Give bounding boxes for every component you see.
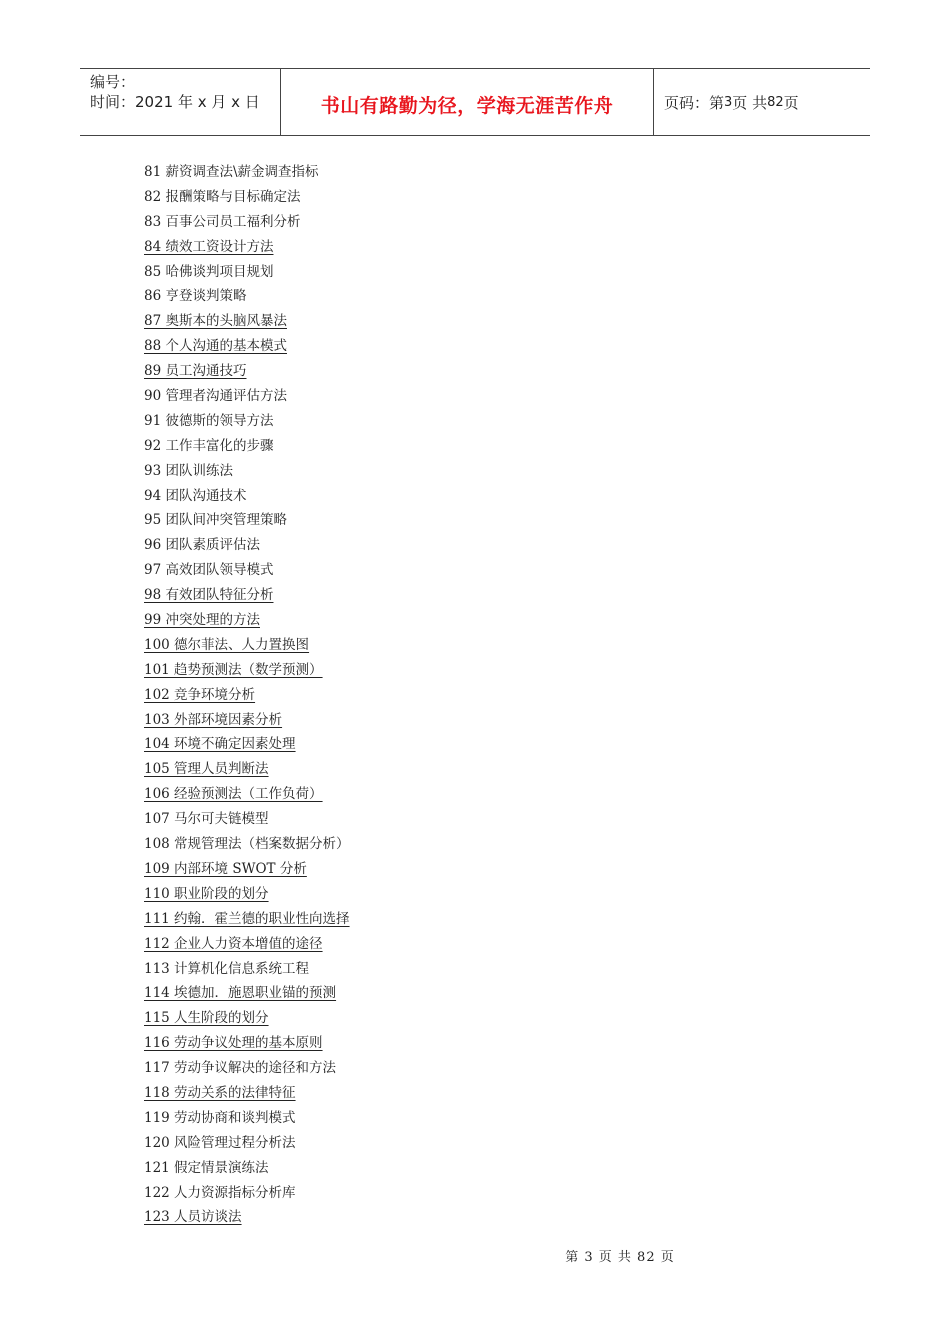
list-item[interactable] [144,1205,744,1230]
list-item [144,185,744,210]
list-item [144,1131,744,1156]
header-motto: 书山有路勤为径，学海无涯苦作舟 [281,69,654,135]
list-item [144,384,744,409]
list-item[interactable] [144,1081,744,1106]
list-item-text: 108 常规管理法（档案数据分析） [144,836,350,853]
header-page-info [654,69,870,135]
page-prefix: 页码：第 [664,93,725,112]
list-item [144,1181,744,1206]
list-item[interactable] [144,782,744,807]
page-total: 82 [767,94,784,110]
list-item[interactable] [144,1031,744,1056]
list-item-text: 96 团队素质评估法 [144,537,260,554]
list-item-link[interactable]: 89 员工沟通技巧 [144,363,247,380]
page-mid: 页 共 [732,93,768,112]
list-item-text: 121 假定情景演练法 [144,1159,269,1176]
list-item-link[interactable]: 102 竞争环境分析 [144,686,256,703]
list-item [144,807,744,832]
list-item-link[interactable]: 111 约翰．霍兰德的职业性向选择 [144,910,350,927]
list-item-link[interactable]: 109 内部环境 SWOT 分析 [144,860,307,877]
list-item-text: 117 劳动争议解决的途径和方法 [144,1060,337,1077]
list-item [144,409,744,434]
page-suffix: 页 [783,93,799,112]
list-item[interactable] [144,708,744,733]
list-item [144,260,744,285]
list-item[interactable] [144,309,744,334]
list-item [144,1056,744,1081]
list-item-link[interactable]: 115 人生阶段的划分 [144,1010,269,1027]
list-item[interactable] [144,334,744,359]
list-item[interactable] [144,235,744,260]
list-item[interactable] [144,608,744,633]
list-item-text: 97 高效团队领导模式 [144,562,274,579]
list-item-text: 120 风险管理过程分析法 [144,1134,296,1151]
list-item[interactable] [144,882,744,907]
page-footer: 第 3 页 共 82 页 [565,1250,675,1265]
list-item-text: 82 报酬策略与目标确定法 [144,188,301,205]
list-item [144,832,744,857]
list-item [144,1106,744,1131]
list-item [144,508,744,533]
list-item [144,284,744,309]
list-item[interactable] [144,359,744,384]
list-item [144,558,744,583]
list-item-link[interactable]: 84 绩效工资设计方法 [144,238,274,255]
list-item-text: 113 计算机化信息系统工程 [144,960,310,977]
list-item [144,1156,744,1181]
method-list [144,160,744,1230]
list-item-link[interactable]: 100 德尔菲法、人力置换图 [144,636,310,653]
list-item-link[interactable]: 98 有效团队特征分析 [144,587,274,604]
list-item-text: 122 人力资源指标分析库 [144,1184,296,1201]
list-item[interactable] [144,633,744,658]
number-label: 编号： [90,73,136,91]
list-item-link[interactable]: 118 劳动关系的法律特征 [144,1084,296,1101]
list-item-text: 107 马尔可夫链模型 [144,811,269,828]
list-item-text: 85 哈佛谈判项目规划 [144,263,274,280]
list-item-text: 93 团队训练法 [144,462,233,479]
list-item-link[interactable]: 99 冲突处理的方法 [144,612,260,629]
list-item[interactable] [144,907,744,932]
list-item-text: 119 劳动协商和谈判模式 [144,1109,296,1126]
list-item[interactable] [144,932,744,957]
list-item[interactable] [144,757,744,782]
time-label: 时间：2021 年 x 月 x 日 [90,93,260,111]
list-item[interactable] [144,583,744,608]
list-item-link[interactable]: 123 人员访谈法 [144,1209,242,1226]
header-meta [80,69,281,135]
list-item [144,484,744,509]
list-item [144,210,744,235]
list-item[interactable] [144,732,744,757]
list-item-link[interactable]: 106 经验预测法（工作负荷） [144,786,323,803]
list-item[interactable] [144,981,744,1006]
list-item [144,434,744,459]
page-current: 3 [724,94,733,110]
list-item-text: 81 薪资调查法\薪金调查指标 [144,164,319,180]
list-item-link[interactable]: 88 个人沟通的基本模式 [144,338,287,355]
list-item [144,957,744,982]
list-item-link[interactable]: 110 职业阶段的划分 [144,885,269,902]
list-item [144,459,744,484]
list-item-link[interactable]: 105 管理人员判断法 [144,761,269,778]
list-item-text: 86 亨登谈判策略 [144,288,247,305]
list-item-text: 83 百事公司员工福利分析 [144,213,301,230]
list-item[interactable] [144,658,744,683]
list-item-text: 91 彼德斯的领导方法 [144,412,274,429]
list-item-text: 92 工作丰富化的步骤 [144,437,274,454]
list-item-link[interactable]: 103 外部环境因素分析 [144,711,283,728]
list-item-link[interactable]: 101 趋势预测法（数学预测） [144,661,323,678]
list-item-text: 94 团队沟通技术 [144,487,247,504]
list-item-link[interactable]: 114 埃德加．施恩职业锚的预测 [144,985,337,1002]
list-item[interactable] [144,683,744,708]
list-item [144,160,744,185]
list-item-link[interactable]: 87 奥斯本的头脑风暴法 [144,313,287,330]
page-header [80,68,870,136]
list-item-link[interactable]: 104 环境不确定因素处理 [144,736,296,753]
list-item-text: 90 管理者沟通评估方法 [144,388,287,405]
list-item [144,533,744,558]
list-item-text: 95 团队间冲突管理策略 [144,512,287,529]
list-item[interactable] [144,857,744,882]
list-item-link[interactable]: 116 劳动争议处理的基本原则 [144,1035,323,1052]
list-item[interactable] [144,1006,744,1031]
list-item-link[interactable]: 112 企业人力资本增值的途径 [144,935,323,952]
